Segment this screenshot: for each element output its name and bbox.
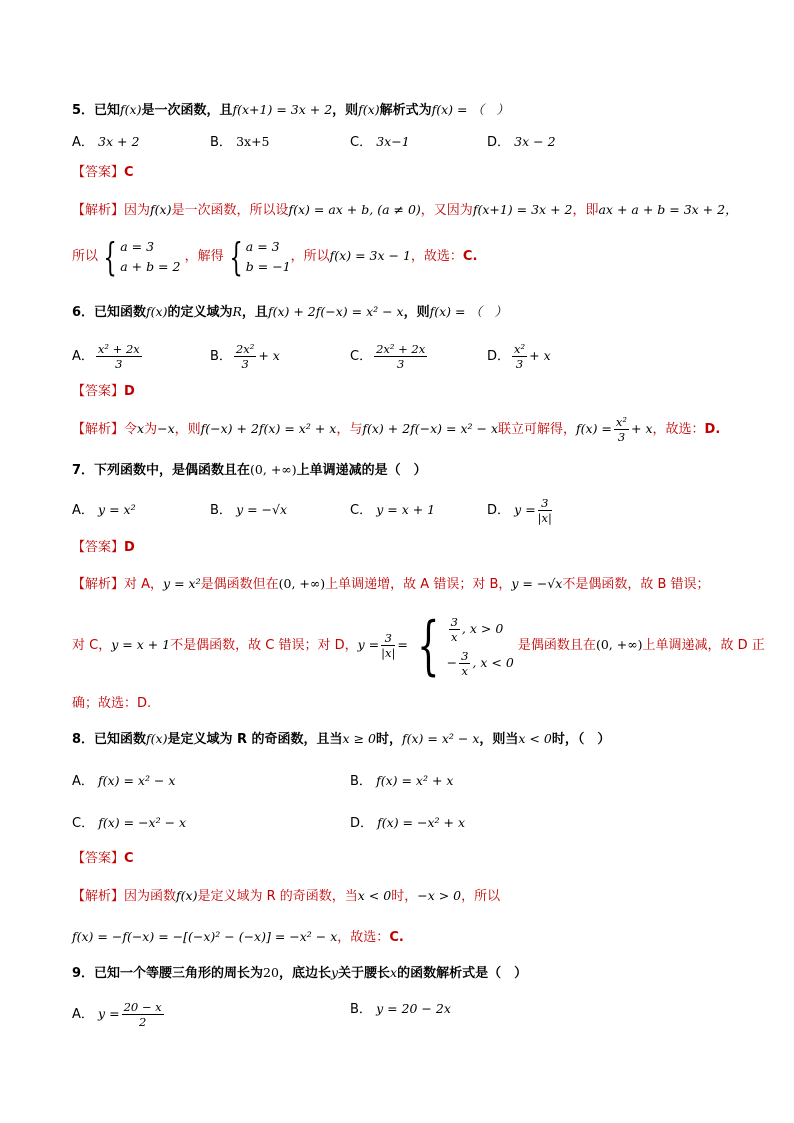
q6-option-a: A． $\frac{\text{x² + 2x}}{3}$: [72, 342, 140, 371]
q7-analysis-line3: 确；故选：D.: [72, 696, 152, 711]
q9-option-b: B． y = 20 − 2x: [350, 1001, 451, 1017]
piecewise-function: [447, 612, 514, 680]
fraction: $\frac{\text{x²}}{3}$: [615, 415, 628, 444]
q7-option-d: D． y = $\frac{3}{|x|}$: [487, 496, 552, 525]
equation-system-2: a = 3 b = −1: [245, 238, 291, 274]
q7-stem: 7．下列函数中，是偶函数且在(0, +∞)上单调递减的是（ ）: [72, 462, 427, 478]
q6-option-b: B． $\frac{\text{2x²}}{3}$ + x: [210, 342, 280, 371]
equation-system-1: a = 3 a + b = 2: [120, 238, 181, 274]
fraction: $\frac{3}{|x|}$: [537, 496, 552, 525]
q6-stem: 6．已知函数f(x)的定义域为R，且f(x) + 2f(−x) = x² − x，则f(x) = （ ）: [72, 304, 507, 320]
q7-option-c: C． y = x + 1: [350, 502, 436, 518]
q5-option-d: D． 3x − 2: [487, 134, 556, 150]
q8-option-c: C． f(x) = −x² − x: [72, 815, 187, 831]
q6-analysis: 【解析】令x为−x，则f(−x) + 2f(x) = x² + x，与f(x) + 2f(−x) = x² − x联立可解得，f(x) = $\frac{\text{x²}}{3}$ + x，故选：D.: [72, 415, 721, 444]
q5-option-b: B． 3x+5: [210, 134, 270, 150]
q8-option-a: A． f(x) = x² − x: [72, 773, 176, 789]
q7-option-a: A． y = x²: [72, 502, 136, 518]
left-brace: {: [229, 234, 243, 279]
q5-analysis-line2: 所以 { a = 3 a + b = 2 ，解得 { a = 3 b = −1，所以f(x) = 3x − 1，故选：C.: [72, 234, 478, 279]
fraction: $\frac{3}{|x|}$: [381, 631, 396, 660]
q8-option-b: B． f(x) = x² + x: [350, 773, 454, 789]
fraction: $\frac{3}{x}$: [461, 648, 469, 678]
q8-analysis-line2: f(x) = −f(−x) = −[(−x)² − (−x)] = −x² − x，故选：C.: [72, 929, 404, 945]
q5-option-a: A． 3x + 2: [72, 134, 140, 150]
piecewise-case-positive: $\frac{3}{x}$ , x > 0: [450, 614, 504, 644]
q7-answer: 【答案】D: [72, 540, 135, 555]
piecewise-case-negative: − $\frac{3}{x}$ , x < 0: [446, 648, 514, 678]
q7-option-b: B． y = −√x: [210, 502, 288, 518]
fraction: $\frac{3}{x}$: [450, 614, 458, 644]
fraction: $\frac{\text{2x² + 2x}}{3}$: [376, 342, 426, 371]
q8-stem: 8．已知函数f(x)是定义域为 R 的奇函数，且当x ≥ 0时，f(x) = x² − x，则当x < 0时，（ ）: [72, 731, 611, 747]
q8-answer: 【答案】C: [72, 851, 134, 866]
q6-option-d: D． $\frac{\text{x²}}{3}$ + x: [487, 342, 551, 371]
q8-analysis-line1: 【解析】因为函数f(x)是定义域为 R 的奇函数，当x < 0时，−x > 0，所以: [72, 888, 501, 904]
q6-option-c: C． $\frac{\text{2x² + 2x}}{3}$: [350, 342, 426, 371]
fraction: $\frac{\text{x² + 2x}}{3}$: [97, 342, 140, 371]
q8-option-d: D． f(x) = −x² + x: [350, 815, 466, 831]
q5-answer: 【答案】C: [72, 165, 134, 180]
q5-option-c: C． 3x−1: [350, 134, 410, 150]
q6-answer: 【答案】D: [72, 384, 135, 399]
q5-analysis-line1: 【解析】因为f(x)是一次函数，所以设f(x) = ax + b, (a ≠ 0)，又因为f(x+1) = 3x + 2，即ax + a + b = 3x + 2，: [72, 202, 738, 218]
q7-analysis-line2: 对 C，y = x + 1不是偶函数，故 C 错误；对 D，y = $\frac{3}{|x|}$ = { $\frac{3}{x}$ , x > 0 − $\frac{3}{x}$ , x < 0 是偶函数且在(0, +∞)上单调递减，故 D 正: [72, 608, 765, 683]
left-brace: {: [417, 608, 440, 683]
q5-stem: 5．已知f(x)是一次函数，且f(x+1) = 3x + 2，则f(x)解析式为f(x) = （ ）: [72, 102, 509, 118]
fraction: $\frac{\text{2x²}}{3}$: [235, 342, 255, 371]
q9-option-a: A． y = $\frac{20 - x}{2}$: [72, 1000, 162, 1029]
q9-stem: 9．已知一个等腰三角形的周长为20，底边长y关于腰长x的函数解析式是（ ）: [72, 965, 528, 981]
q7-analysis-line1: 【解析】对 A，y = x²是偶函数但在(0, +∞)上单调递增，故 A 错误；对 B，y = −√x不是偶函数，故 B 错误；: [72, 576, 710, 592]
fraction: $\frac{\text{x²}}{3}$: [514, 342, 526, 371]
fraction: $\frac{20 - x}{2}$: [123, 1000, 162, 1029]
left-brace: {: [103, 234, 117, 279]
